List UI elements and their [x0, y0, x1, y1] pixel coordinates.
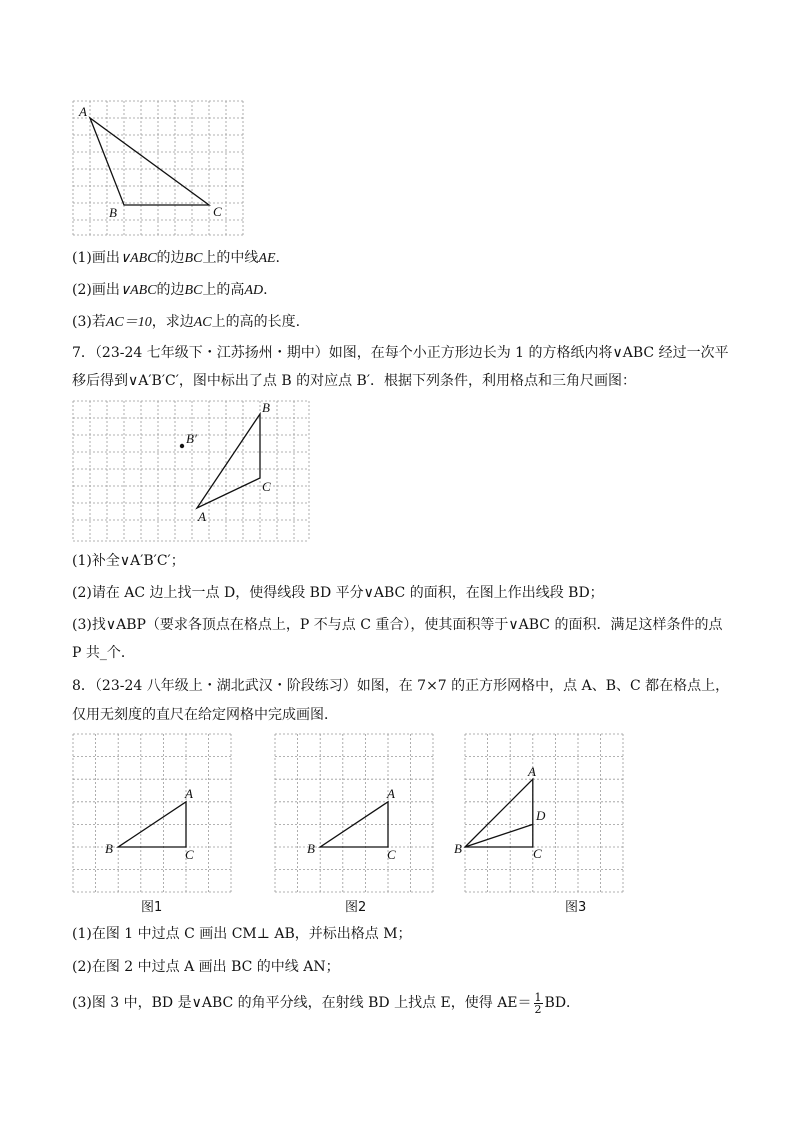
q6-item-3: (3)若AC＝10，求边AC上的高的长度. [72, 314, 301, 330]
q8-fig3-label-b: B [454, 841, 462, 856]
q6-triangle-abc [90, 118, 209, 205]
q8-fig2-triangle [320, 802, 388, 847]
q8-figure-1 [72, 733, 234, 918]
q8-fig3-triangle [465, 779, 533, 847]
q7-triangle-abc [197, 414, 260, 508]
q8-item-2: (2)在图 2 中过点 A 画出 BC 的中线 AN； [72, 959, 340, 975]
q8-figure-2 [274, 733, 436, 918]
q8-fig3-bisector-bd [465, 824, 533, 847]
q7-item-3-cont: P 共_个． [72, 645, 135, 661]
q8-fig2-label-c: C [387, 847, 396, 862]
q8-fig3-caption: 图3 [565, 900, 587, 915]
q8-fig1-caption: 图1 [141, 900, 163, 915]
q7-item-2: (2)请在 AC 边上找一点 D，使得线段 BD 平分∨ABC 的面积，在图上作出线段 BD； [72, 585, 604, 601]
q7-stem-line-2: 移后得到∨A′B′C′，图中标出了点 B 的对应点 B′．根据下列条件，利用格点和三角尺画图： [72, 373, 636, 389]
q8-fig3-label-a: A [528, 764, 536, 779]
q6-grid-figure [72, 100, 246, 236]
q7-item-1: (1)补全∨A′B′C′； [72, 553, 185, 569]
q7-item-3: (3)找∨ABP（要求各顶点在格点上，P 不与点 C 重合），使其面积等于∨ABC 的面积．满足这样条件的点 [72, 617, 723, 633]
q6-item-1: (1)画出∨ABC的边BC上的中线AE. [72, 250, 280, 266]
q7-stem-line-1: 7．（23-24 七年级下・江苏扬州・期中）如图，在每个小正方形边长为 1 的方格纸内将∨ABC 经过一次平 [72, 345, 729, 361]
q7-grid-figure [72, 400, 312, 542]
q7-label-c: C [262, 479, 271, 494]
q7-label-a: A [198, 509, 206, 524]
q8-item-3: (3)图 3 中，BD 是∨ABC 的角平分线，在射线 BD 上找点 E，使得 AE＝ $\frac{1}{2}$ BD． [72, 990, 581, 1016]
q8-figure-3 [454, 733, 626, 918]
q8-fig1-label-c: C [185, 847, 194, 862]
q8-stem-line-1: 8．（23-24 八年级上・湖北武汉・阶段练习）如图，在 7×7 的正方形网格中，点 A、B、C 都在格点上， [72, 678, 730, 694]
q8-fig3-label-c: C [533, 846, 542, 861]
q7-label-b-prime: B′ [186, 431, 197, 446]
q8-fig3-label-d: D [536, 808, 546, 823]
q6-item-2: (2)画出∨ABC的边BC上的高AD. [72, 282, 268, 298]
q8-stem-line-2: 仅用无刻度的直尺在给定网格中完成画图． [72, 707, 338, 723]
q8-fig1-triangle [118, 802, 186, 847]
q8-fig2-label-a: A [387, 786, 395, 801]
q8-fig1-label-a: A [185, 786, 193, 801]
q8-fig1-label-b: B [105, 841, 113, 856]
q8-fig2-caption: 图2 [345, 900, 367, 915]
q6-label-a: A [79, 104, 87, 119]
q7-label-b: B [262, 400, 270, 415]
q8-fig2-label-b: B [307, 841, 315, 856]
q6-label-b: B [109, 205, 117, 220]
q8-item-1: (1)在图 1 中过点 C 画出 CM⊥ AB，并标出格点 M； [72, 926, 412, 942]
q6-label-c: C [213, 204, 222, 219]
fraction-one-half: $\frac{1}{2}$ [534, 990, 542, 1016]
q7-point-b-prime [180, 444, 184, 448]
